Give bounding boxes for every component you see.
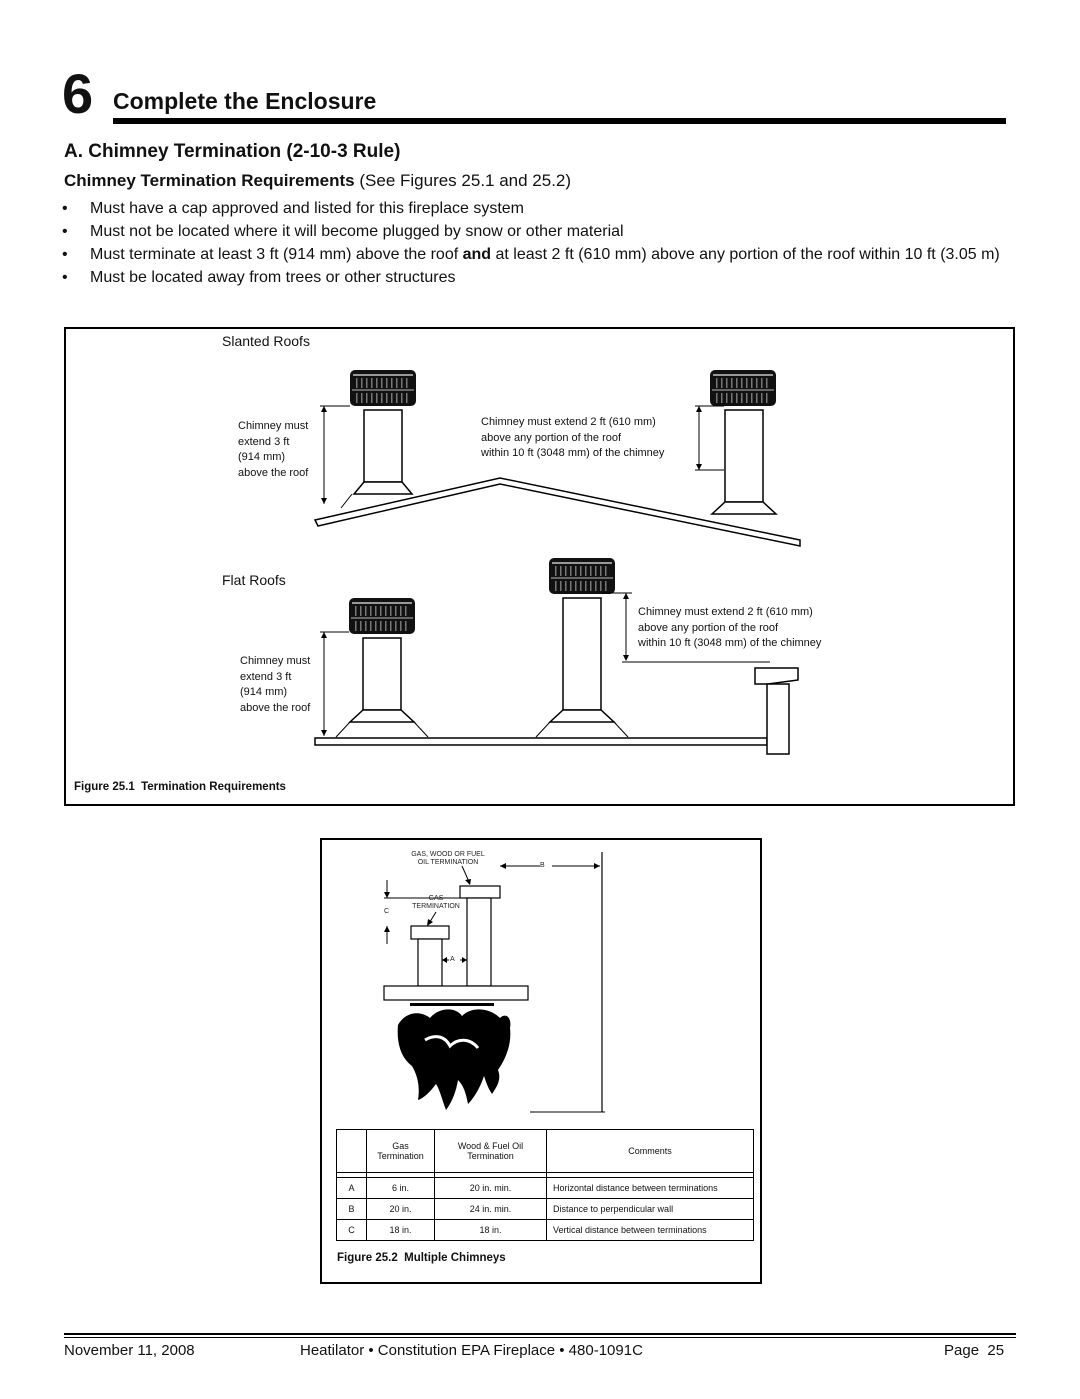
flat-right-note: Chimney must extend 2 ft (610 mm) above any portion of the roof within 10 ft (3048 mm) of the chimney (638, 606, 822, 649)
b-label: B (540, 862, 545, 869)
list-item: • Must be located away from trees or other structures (62, 266, 1022, 289)
a-label: A (450, 956, 455, 963)
subsection-title: A. Chimney Termination (2-10-3 Rule) (64, 141, 401, 162)
footer-rule (64, 1333, 1016, 1335)
figure-2-caption: Figure 25.2 Multiple Chimneys (337, 1252, 506, 1264)
clearance-table (336, 1129, 754, 1241)
requirements-heading-bold: Chimney Termination Requirements (64, 171, 355, 190)
comments-header: Comments (547, 1130, 754, 1173)
table-corner (337, 1130, 367, 1173)
table-row: A 6 in. 20 in. min. Horizontal distance between terminations (337, 1178, 754, 1199)
requirements-heading-rest: (See Figures 25.1 and 25.2) (354, 171, 572, 190)
gas-termination-label: GAS TERMINATION (412, 895, 460, 910)
list-item: • Must not be located where it will become plugged by snow or other material (62, 220, 1022, 243)
section-title: Complete the Enclosure (113, 88, 377, 114)
footer-rule-thin (64, 1337, 1016, 1338)
wood-header: Wood & Fuel Oil Termination (435, 1130, 547, 1173)
list-item: • Must terminate at least 3 ft (914 mm) above the roof and at least 2 ft (610 mm) above any portion of the roof within 10 ft (3.05 m) (62, 243, 1022, 266)
flame-graphic (398, 1009, 511, 1110)
flat-left-note: Chimney must extend 3 ft (914 mm) above the roof (240, 655, 311, 714)
gas-wood-termination-label: GAS, WOOD OR FUEL OIL TERMINATION (411, 851, 485, 866)
flat-roofs-label: Flat Roofs (222, 572, 286, 588)
gas-header: Gas Termination (367, 1130, 435, 1173)
c-label: C (384, 908, 390, 915)
slanted-left-note: Chimney must extend 3 ft (914 mm) above the roof (238, 420, 309, 479)
table-row: C 18 in. 18 in. Vertical distance between terminations (337, 1220, 754, 1241)
footer-title: Heatilator • Constitution EPA Fireplace • 480-1091C (300, 1342, 643, 1359)
list-item: • Must have a cap approved and listed for this fireplace system (62, 197, 1022, 220)
figure-1-caption: Figure 25.1 Termination Requirements (74, 781, 286, 793)
footer-page: Page 25 (944, 1342, 1005, 1359)
slanted-right-note: Chimney must extend 2 ft (610 mm) above any portion of the roof within 10 ft (3048 mm) of the chimney (481, 416, 665, 459)
table-row: B 20 in. 24 in. min. Distance to perpendicular wall (337, 1199, 754, 1220)
slanted-roofs-label: Slanted Roofs (222, 333, 310, 349)
section-number: 6 (62, 62, 94, 125)
footer-date: November 11, 2008 (64, 1342, 195, 1359)
